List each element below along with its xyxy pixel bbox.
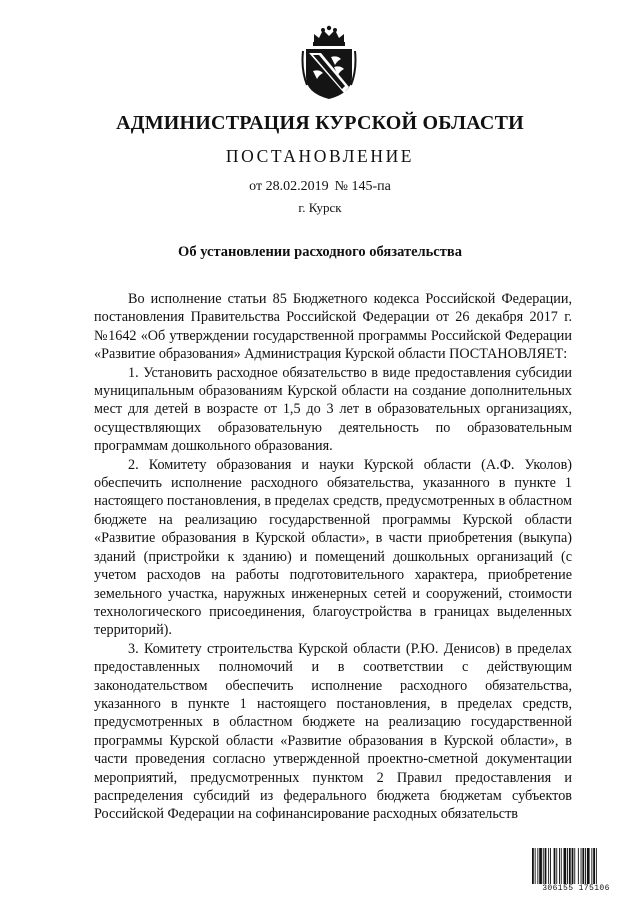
document-city: г. Курск	[298, 200, 342, 215]
organization-name: АДМИНИСТРАЦИЯ КУРСКОЙ ОБЛАСТИ	[116, 112, 524, 134]
coat-of-arms-icon	[301, 25, 357, 101]
barcode-number: 306155 175106	[531, 884, 621, 893]
paragraph-item-1: 1. Установить расходное обязательство в виде предоставления субсидии муниципальным образованиям Курской области на создание дополнительных мест для детей в возрасте от 1,5 до 3 лет в образовательных организациях, осуществляющих образовательную деятельность по образовательным программам дошкольного образования.	[94, 364, 572, 455]
document-number: № 145-па	[334, 179, 391, 194]
paragraph-item-2: 2. Комитету образования и науки Курской области (А.Ф. Уколов) обеспечить исполнение расходного обязательства, указанного в пункте 1 настоящего постановления, в пределах средств, предусмотренных в областном бюджете на реализацию государственной программы Курской области «Развитие образования в Курской области», в части приобретения (выкупа) зданий (пристройки к зданию) и помещений дошкольных организаций (с учетом расходов на работы подготовительного характера, приобретение земельного участка, наружных инженерных сетей и сооружений, стоимости технологического присоединения, благоустройства в границах выделенных территорий).	[94, 456, 572, 639]
document-type: ПОСТАНОВЛЕНИЕ	[225, 146, 415, 166]
document-date: от 28.02.2019	[249, 179, 329, 194]
document-body	[94, 290, 572, 824]
paragraph-preamble: Во исполнение статьи 85 Бюджетного кодекса Российской Федерации, постановления Правительства Российской Федерации от 26 декабря 2017 г. №1642 «Об утверждении государственной программы Российской Федерации «Развитие образования» Администрация Курской области ПОСТАНОВЛЯЕТ:	[94, 291, 572, 363]
document-title: Об установлении расходного обязательства	[178, 244, 462, 260]
paragraph-item-3: 3. Комитету строительства Курской области (Р.Ю. Денисов) в пределах предоставленных полномочий и в соответствии с действующим законодательством обеспечить исполнение расходного обязательства, указанного в пункте 1 настоящего постановления, в пределах средств, предусмотренных в областном бюджете на реализацию государственной программы Курской области «Развитие образования в Курской области», в части проведения согласно утвержденной проектно-сметной документации мероприятий, предусмотренных пунктом 2 Правил предоставления и распределения субсидий из федерального бюджета бюджетам субъектов Российской Федерации на софинансирование расходных обязательств	[94, 640, 572, 823]
document-reference	[0, 179, 640, 195]
